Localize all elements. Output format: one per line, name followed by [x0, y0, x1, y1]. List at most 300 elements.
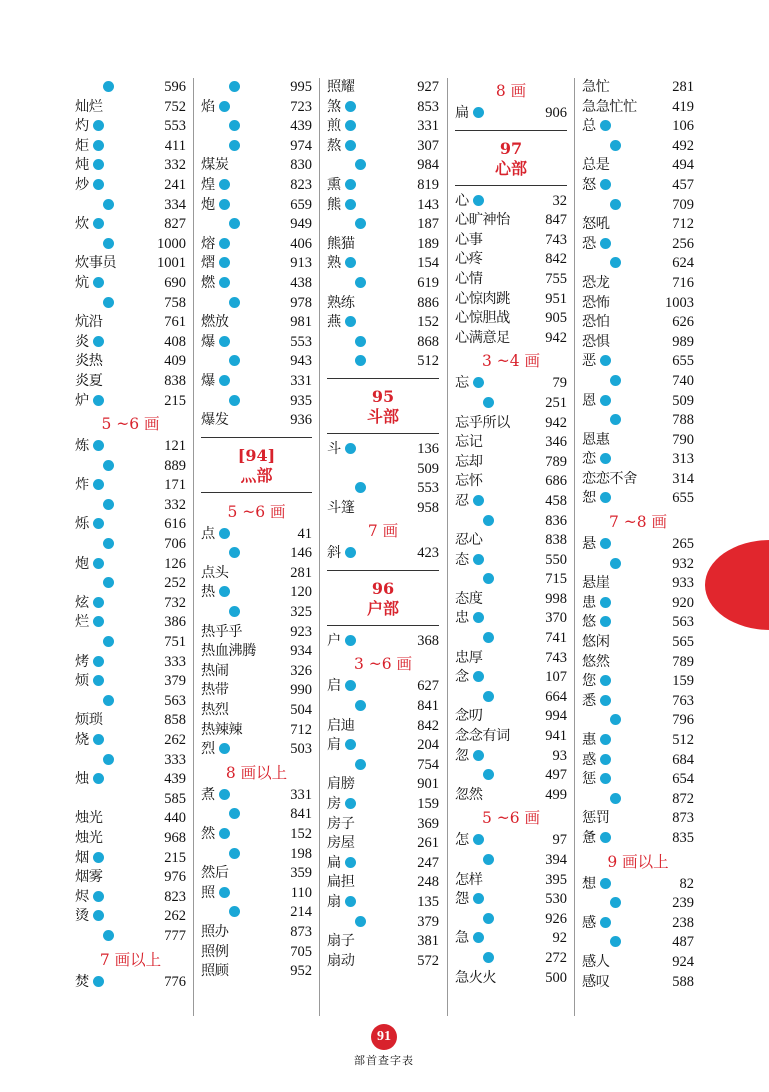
pinyin-audio-icon	[473, 893, 484, 904]
index-entry	[75, 392, 186, 412]
entry-page-number: 842	[417, 717, 439, 734]
entry-word: 启迪	[327, 717, 355, 734]
pinyin-audio-icon	[473, 932, 484, 943]
entry-word: 念叨	[455, 708, 483, 725]
index-entry	[455, 668, 567, 688]
pinyin-audio-icon	[473, 612, 484, 623]
index-entry	[201, 117, 312, 137]
index-entry	[201, 564, 312, 584]
stroke-count-heading: 9 画以上	[607, 852, 669, 871]
index-entry	[455, 531, 567, 551]
entry-page-number: 313	[672, 451, 694, 468]
index-entry	[75, 196, 186, 216]
index-entry	[582, 692, 694, 712]
entry-page-number: 509	[417, 460, 439, 477]
entry-word: 扇动	[327, 952, 355, 969]
radical-number: 97	[499, 138, 523, 158]
entry-page-number: 333	[164, 751, 186, 768]
entry-page-number: 989	[672, 333, 694, 350]
entry-page-number: 712	[672, 216, 694, 233]
index-entry	[327, 913, 439, 933]
entry-word: 炼	[75, 438, 89, 455]
index-entry	[582, 613, 694, 633]
index-entry	[455, 910, 567, 930]
index-entry	[455, 890, 567, 910]
index-entry	[582, 973, 694, 993]
index-entry	[582, 117, 694, 137]
index-entry	[75, 535, 186, 555]
entry-word: 扁	[327, 854, 341, 871]
index-entry	[75, 333, 186, 353]
entry-page-number: 949	[290, 216, 312, 233]
pinyin-audio-icon	[229, 606, 240, 617]
entry-word: 烦琐	[75, 712, 103, 729]
pinyin-audio-icon	[93, 140, 104, 151]
entry-page-number: 239	[672, 895, 694, 912]
index-entry	[327, 932, 439, 952]
entry-word: 热带	[201, 682, 229, 699]
index-entry	[201, 525, 312, 545]
entry-page-number: 585	[164, 790, 186, 807]
entry-page-number: 563	[164, 692, 186, 709]
pinyin-audio-icon	[93, 891, 104, 902]
index-entry	[201, 864, 312, 884]
entry-page-number: 512	[672, 732, 694, 748]
pinyin-audio-icon	[229, 140, 240, 151]
index-entry	[327, 352, 439, 372]
pinyin-audio-icon	[103, 199, 114, 210]
index-entry	[75, 457, 186, 477]
pinyin-audio-icon	[473, 495, 484, 506]
entry-page-number: 889	[164, 457, 186, 474]
entry-word: 急	[455, 930, 469, 947]
entry-page-number: 135	[417, 894, 439, 910]
index-entry	[327, 479, 439, 499]
pinyin-audio-icon	[483, 632, 494, 643]
entry-word: 炊	[75, 216, 89, 233]
index-entry	[582, 254, 694, 274]
entry-page-number: 624	[672, 255, 694, 272]
index-entry	[201, 78, 312, 98]
entry-page-number: 272	[545, 949, 567, 966]
entry-page-number: 716	[672, 274, 694, 291]
entry-word: 炸	[75, 477, 89, 494]
index-entry	[327, 854, 439, 874]
index-entry	[327, 137, 439, 157]
pinyin-audio-icon	[610, 793, 621, 804]
entry-page-number: 790	[672, 431, 694, 448]
index-entry	[75, 574, 186, 594]
entry-word: 恋恋不舍	[582, 470, 637, 487]
index-entry	[327, 775, 439, 795]
pinyin-audio-icon	[219, 179, 230, 190]
index-entry	[582, 711, 694, 731]
pinyin-audio-icon	[219, 828, 230, 839]
entry-page-number: 438	[290, 274, 312, 291]
entry-page-number: 709	[672, 196, 694, 213]
index-entry	[582, 894, 694, 914]
entry-page-number: 654	[672, 771, 694, 788]
index-entry	[201, 333, 312, 353]
index-entry	[582, 875, 694, 895]
entry-page-number: 838	[545, 532, 567, 549]
entry-page-number: 251	[545, 394, 567, 411]
entry-word: 照耀	[327, 79, 355, 95]
pinyin-audio-icon	[229, 547, 240, 558]
entry-page-number: 494	[672, 157, 694, 174]
entry-page-number: 331	[290, 786, 312, 803]
entry-page-number: 936	[290, 412, 312, 429]
index-entry	[327, 176, 439, 196]
entry-page-number: 684	[672, 751, 694, 768]
stroke-count-heading: 5 ~6 画	[101, 415, 160, 434]
pinyin-audio-icon	[600, 395, 611, 406]
pinyin-audio-icon	[219, 528, 230, 539]
entry-word: 态度	[455, 590, 483, 607]
pinyin-audio-icon	[473, 834, 484, 845]
entry-page-number: 588	[672, 973, 694, 990]
index-entry	[75, 692, 186, 712]
pinyin-audio-icon	[355, 336, 366, 347]
entry-word: 煤炭	[201, 157, 229, 174]
index-entry	[327, 215, 439, 235]
index-entry	[201, 294, 312, 314]
stroke-count-heading: 3 ~4 画	[481, 352, 541, 371]
index-entry	[582, 933, 694, 953]
index-entry	[201, 825, 312, 845]
entry-page-number: 439	[164, 771, 186, 788]
entry-word: 急忙	[582, 79, 610, 95]
index-entry	[201, 235, 312, 255]
entry-word: 患	[582, 594, 596, 611]
entry-page-number: 968	[164, 829, 186, 846]
entry-page-number: 394	[545, 852, 567, 868]
entry-page-number: 146	[290, 545, 312, 562]
pinyin-audio-icon	[355, 916, 366, 927]
entry-page-number: 743	[545, 649, 567, 666]
entry-page-number: 152	[417, 314, 439, 331]
entry-word: 忠	[455, 610, 469, 627]
stroke-count-heading: 7 画	[367, 522, 399, 541]
entry-word: 悬	[582, 536, 596, 553]
entry-page-number: 626	[672, 314, 694, 331]
column-divider	[574, 78, 575, 1016]
index-entry	[582, 594, 694, 614]
entry-word: 心情	[455, 270, 483, 287]
entry-word: 急急忙忙	[582, 98, 637, 115]
index-column-5	[582, 78, 694, 992]
entry-page-number: 1000	[157, 235, 186, 252]
pinyin-audio-icon	[600, 734, 611, 745]
pinyin-audio-icon	[355, 700, 366, 711]
entry-page-number: 740	[672, 372, 694, 389]
pinyin-audio-icon	[610, 714, 621, 725]
pinyin-audio-icon	[600, 492, 611, 503]
pinyin-audio-icon	[345, 257, 356, 268]
index-entry	[455, 250, 567, 270]
index-column-4	[455, 78, 567, 988]
index-entry	[327, 499, 439, 519]
index-entry	[582, 555, 694, 575]
entry-page-number: 457	[672, 176, 694, 193]
entry-page-number: 755	[545, 270, 567, 287]
index-entry	[582, 333, 694, 353]
entry-page-number: 763	[672, 692, 694, 709]
entry-word: 总是	[582, 157, 610, 174]
entry-page-number: 553	[164, 118, 186, 135]
entry-page-number: 659	[290, 196, 312, 213]
entry-page-number: 504	[290, 702, 312, 719]
index-entry	[201, 884, 312, 904]
pinyin-audio-icon	[219, 199, 230, 210]
pinyin-audio-icon	[355, 482, 366, 493]
index-entry	[75, 555, 186, 575]
entry-page-number: 712	[290, 721, 312, 738]
index-entry	[201, 662, 312, 682]
index-entry	[75, 868, 186, 888]
index-entry	[582, 235, 694, 255]
pinyin-audio-icon	[219, 257, 230, 268]
pinyin-audio-icon	[229, 355, 240, 366]
pinyin-audio-icon	[93, 675, 104, 686]
entry-page-number: 198	[290, 845, 312, 862]
entry-page-number: 359	[290, 865, 312, 882]
entry-word: 悠然	[582, 653, 610, 670]
index-entry	[201, 962, 312, 982]
entry-page-number: 256	[672, 235, 694, 252]
entry-page-number: 819	[417, 176, 439, 193]
entry-page-number: 386	[164, 614, 186, 631]
entry-word: 烬	[75, 888, 89, 905]
entry-word: 炎	[75, 333, 89, 350]
entry-word: 炬	[75, 137, 89, 154]
index-entry	[455, 433, 567, 453]
entry-page-number: 262	[164, 908, 186, 925]
index-entry	[455, 492, 567, 512]
pinyin-audio-icon	[600, 616, 611, 627]
index-entry	[327, 460, 439, 480]
entry-page-number: 379	[417, 913, 439, 930]
index-entry	[201, 372, 312, 392]
pinyin-audio-icon	[483, 769, 494, 780]
index-entry	[327, 333, 439, 353]
radical-number: [94]	[237, 445, 276, 465]
entry-page-number: 690	[164, 274, 186, 291]
entry-word: 恐怖	[582, 294, 610, 311]
pinyin-audio-icon	[600, 120, 611, 131]
entry-page-number: 565	[672, 634, 694, 651]
entry-word: 忽	[455, 747, 469, 764]
entry-page-number: 334	[164, 196, 186, 213]
pinyin-audio-icon	[345, 896, 356, 907]
entry-word: 念	[455, 669, 469, 686]
pinyin-audio-icon	[103, 81, 114, 92]
entry-page-number: 853	[417, 98, 439, 115]
index-entry	[455, 871, 567, 891]
entry-page-number: 252	[164, 575, 186, 592]
index-entry	[75, 907, 186, 927]
entry-page-number: 627	[417, 678, 439, 695]
entry-word: 熊	[327, 196, 341, 213]
entry-word: 心惊胆战	[455, 310, 510, 327]
index-entry	[455, 707, 567, 727]
stroke-count-heading: 8 画	[495, 82, 527, 100]
pinyin-audio-icon	[483, 691, 494, 702]
entry-page-number: 868	[417, 333, 439, 350]
index-entry	[327, 313, 439, 333]
pinyin-audio-icon	[600, 832, 611, 843]
entry-page-number: 952	[290, 963, 312, 980]
entry-word: 炕	[75, 274, 89, 291]
entry-word: 感叹	[582, 973, 610, 990]
index-entry	[455, 394, 567, 414]
entry-page-number: 159	[672, 673, 694, 690]
index-entry	[582, 274, 694, 294]
pinyin-audio-icon	[473, 750, 484, 761]
entry-page-number: 110	[290, 884, 312, 901]
entry-word: 惠	[582, 732, 596, 748]
index-entry	[455, 453, 567, 473]
entry-word: 焚	[75, 973, 89, 990]
entry-page-number: 107	[545, 669, 567, 686]
stroke-count-heading: 3 ~6 画	[353, 655, 413, 674]
pinyin-audio-icon	[103, 695, 114, 706]
pinyin-audio-icon	[93, 336, 104, 347]
pinyin-audio-icon	[219, 375, 230, 386]
index-entry	[455, 270, 567, 290]
pinyin-audio-icon	[345, 120, 356, 131]
entry-page-number: 572	[417, 952, 439, 969]
entry-page-number: 509	[672, 392, 694, 409]
entry-page-number: 281	[290, 564, 312, 581]
entry-word: 灼	[75, 118, 89, 135]
entry-word: 总	[582, 118, 596, 135]
entry-word: 炉	[75, 392, 89, 409]
entry-page-number: 331	[417, 118, 439, 135]
entry-page-number: 705	[290, 943, 312, 960]
index-entry	[455, 309, 567, 329]
index-entry	[75, 437, 186, 457]
index-entry	[75, 476, 186, 496]
entry-page-number: 934	[290, 643, 312, 660]
entry-page-number: 32	[552, 192, 567, 209]
index-entry	[75, 176, 186, 196]
entry-page-number: 924	[672, 953, 694, 970]
entry-word: 恐龙	[582, 274, 610, 291]
entry-page-number: 307	[417, 137, 439, 154]
entry-page-number: 1003	[665, 294, 694, 311]
index-column-2	[201, 78, 312, 982]
entry-word: 熟	[327, 255, 341, 272]
entry-word: 惑	[582, 751, 596, 768]
entry-page-number: 655	[672, 490, 694, 507]
entry-word: 斗	[327, 440, 341, 457]
pinyin-audio-icon	[483, 573, 494, 584]
pinyin-audio-icon	[345, 680, 356, 691]
entry-word: 炎热	[75, 353, 103, 370]
entry-page-number: 920	[672, 594, 694, 611]
radical-number: 95	[371, 386, 395, 406]
entry-word: 恋	[582, 451, 596, 468]
entry-word: 怎	[455, 832, 469, 849]
index-entry	[201, 176, 312, 196]
entry-page-number: 408	[164, 333, 186, 350]
entry-page-number: 901	[417, 776, 439, 793]
pinyin-audio-icon	[483, 397, 494, 408]
index-entry	[75, 888, 186, 908]
index-entry	[201, 544, 312, 564]
entry-word: 烟	[75, 849, 89, 866]
column-divider	[447, 78, 448, 1016]
index-entry	[75, 496, 186, 516]
pinyin-audio-icon	[600, 453, 611, 464]
index-entry	[582, 196, 694, 216]
index-entry	[327, 632, 439, 652]
entry-page-number: 942	[545, 329, 567, 346]
index-entry	[75, 927, 186, 947]
index-entry	[201, 98, 312, 118]
index-entry	[75, 98, 186, 118]
pinyin-audio-icon	[345, 140, 356, 151]
index-entry	[455, 551, 567, 571]
entry-page-number: 497	[545, 767, 567, 784]
index-entry	[201, 845, 312, 865]
pinyin-audio-icon	[600, 878, 611, 889]
entry-word: 肩	[327, 737, 341, 754]
pinyin-audio-icon	[93, 395, 104, 406]
entry-page-number: 247	[417, 854, 439, 871]
entry-page-number: 873	[672, 810, 694, 827]
entry-word: 惫	[582, 829, 596, 846]
pinyin-audio-icon	[610, 199, 621, 210]
pinyin-audio-icon	[355, 759, 366, 770]
index-entry	[201, 583, 312, 603]
index-entry	[201, 642, 312, 662]
entry-page-number: 82	[679, 875, 694, 892]
entry-word: 心旷神怡	[455, 212, 510, 229]
entry-word: 房	[327, 796, 341, 813]
pinyin-audio-icon	[345, 547, 356, 558]
entry-page-number: 369	[417, 815, 439, 832]
index-entry	[327, 235, 439, 255]
pinyin-audio-icon	[219, 586, 230, 597]
entry-page-number: 143	[417, 196, 439, 213]
entry-page-number: 841	[290, 806, 312, 823]
pinyin-audio-icon	[229, 906, 240, 917]
pinyin-audio-icon	[219, 101, 230, 112]
index-entry	[75, 633, 186, 653]
entry-page-number: 761	[164, 314, 186, 331]
pinyin-audio-icon	[103, 238, 114, 249]
pinyin-audio-icon	[93, 120, 104, 131]
entry-page-number: 789	[672, 653, 694, 670]
entry-page-number: 553	[290, 333, 312, 350]
index-entry	[327, 795, 439, 815]
index-entry	[582, 953, 694, 973]
pinyin-audio-icon	[93, 773, 104, 784]
entry-word: 扇子	[327, 933, 355, 950]
index-entry	[75, 731, 186, 751]
index-entry	[582, 829, 694, 849]
entry-page-number: 838	[164, 372, 186, 389]
entry-page-number: 171	[164, 477, 186, 494]
pinyin-audio-icon	[600, 695, 611, 706]
index-entry	[75, 829, 186, 849]
index-entry	[327, 274, 439, 294]
entry-word: 炕沿	[75, 314, 103, 331]
entry-word: 照例	[201, 943, 229, 960]
pinyin-audio-icon	[93, 277, 104, 288]
